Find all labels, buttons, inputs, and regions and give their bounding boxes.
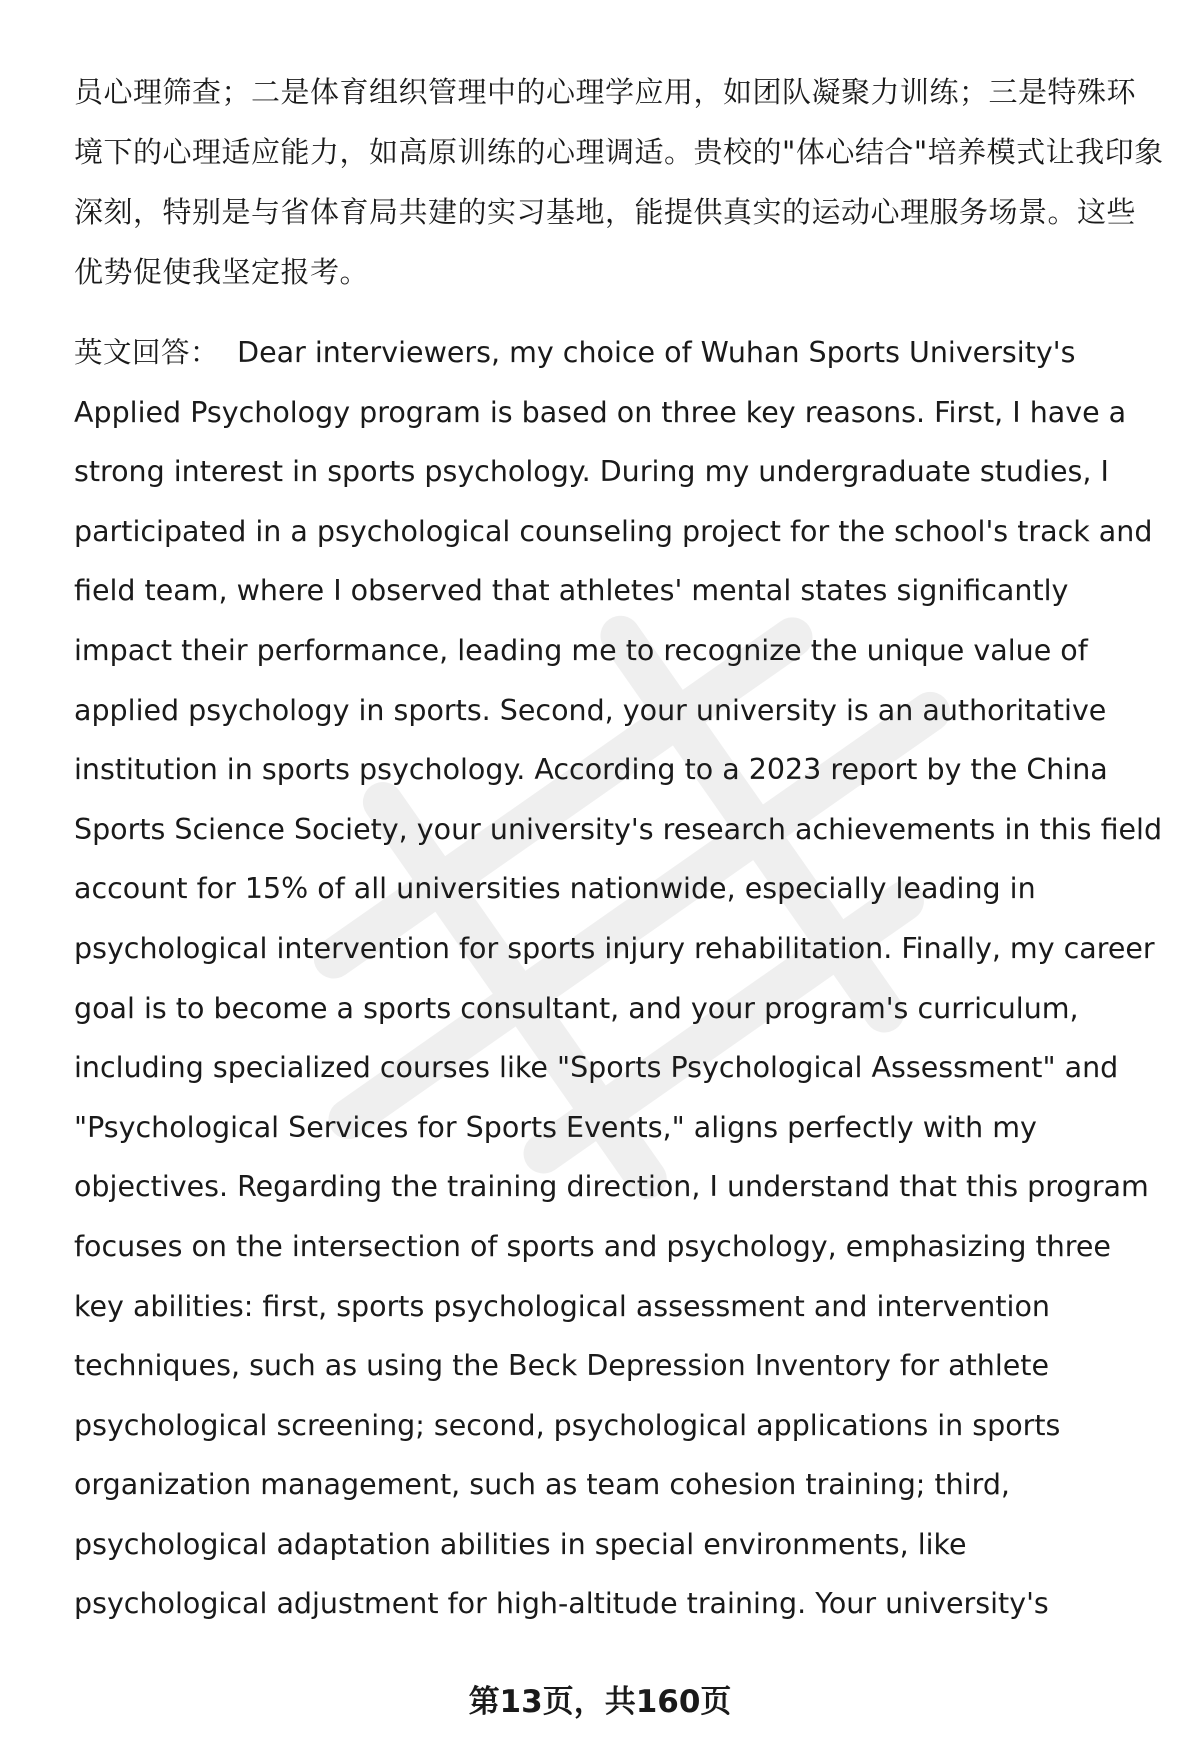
chinese-answer-paragraph: 员心理筛查；二是体育组织管理中的心理学应用，如团队凝聚力训练；三是特殊环境下的心理适应能力，如高原训练的心理调适。贵校的"体心结合"培养模式让我印象深刻，特别是与省体育局共建的实习基地，能提供真实的运动心理服务场景。这些优势促使我坚定报考。: [74, 75, 1164, 289]
english-answer-label: 英文回答：: [74, 336, 220, 369]
document-page: [74, 62, 1164, 1634]
english-answer-paragraph: [74, 323, 1164, 1634]
page-number: 第13页，共160页: [468, 1684, 732, 1720]
english-answer-text: Dear interviewers, my choice of Wuhan Sports University's Applied Psychology program is based on three key reasons. First, I have a strong interest in sports psychology. During my undergraduate studies, I participated in a psychological counseling project for the school's track and field team, where I observed that athletes' mental states significantly impact their performance, leading me to recognize the unique value of applied psychology in sports. Second, your university is an authoritative institution in sports psychology. According to a 2023 report by the China Sports Science Society, your university's research achievements in this field account for 15% of all universities nationwide, especially leading in psychological intervention for sports injury rehabilitation. Finally, my career goal is to become a sports consultant, and your program's curriculum, including specialized courses like "Sports Psychological Assessment" and "Psychological Services for Sports Events," aligns perfectly with my objectives. Regarding the training direction, I understand that this program focuses on the intersection of sports and psychology, emphasizing three key abilities: first, sports psychological assessment and intervention techniques, such as using the Beck Depression Inventory for athlete psychological screening; second, psychological applications in sports organization management, such as team cohesion training; third, psychological adaptation abilities in special environments, like psychological adjustment for high-altitude training. Your university's: [74, 336, 1163, 1621]
